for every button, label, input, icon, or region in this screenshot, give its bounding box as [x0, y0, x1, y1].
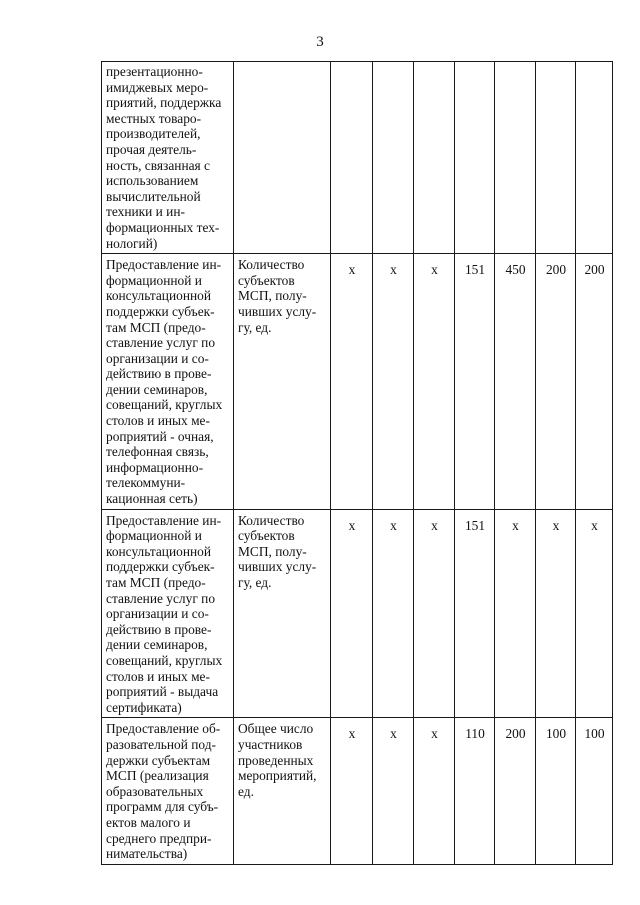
value-cell: х [373, 509, 414, 718]
value-cell [576, 62, 613, 254]
value-cell [331, 62, 373, 254]
value-cell: 200 [576, 254, 613, 510]
measure-name: Предоставление об- разовательной под- держки субъектам МСП (реализация образовательных программ для субъ- ектов малого и среднего предпри- нимательства) [102, 718, 234, 864]
value-cell: х [414, 718, 455, 864]
measure-name: Предоставление ин- формационной и консультационной поддержки субъек- там МСП (предо- ставление услуг по организации и со- действию в прове- дении семинаров, совещаний, круглых столов и иных ме- роприятий - очная, телефонная связь, информационно- телекоммуни- кационная сеть) [102, 254, 234, 510]
value-cell: 151 [455, 509, 495, 718]
value-cell: 200 [495, 718, 536, 864]
value-cell: 450 [495, 254, 536, 510]
value-cell: х [495, 509, 536, 718]
page-number: 3 [316, 34, 324, 50]
table-row [102, 718, 613, 864]
table-row [102, 509, 613, 718]
value-cell: х [373, 254, 414, 510]
value-cell [414, 62, 455, 254]
table-row [102, 62, 613, 254]
value-cell: х [414, 254, 455, 510]
value-cell [373, 62, 414, 254]
indicator-name: Количество субъектов МСП, полу- чивших услу- гу, ед. [234, 509, 331, 718]
indicator-name [234, 62, 331, 254]
program-indicators-table [101, 61, 613, 865]
value-cell: х [373, 718, 414, 864]
table-row [102, 254, 613, 510]
value-cell: х [414, 509, 455, 718]
value-cell [495, 62, 536, 254]
value-cell: 100 [536, 718, 576, 864]
measure-name: презентационно- имиджевых меро- приятий, поддержка местных товаро- производителей, прочая деятель- ность, связанная с использованием вычислительной техники и ин- формационных тех- нологий) [102, 62, 234, 254]
value-cell: х [331, 254, 373, 510]
value-cell: х [536, 509, 576, 718]
measure-name: Предоставление ин- формационной и консультационной поддержки субъек- там МСП (предо- ставление услуг по организации и со- действию в прове- дении семинаров, совещаний, круглых столов и иных ме- роприятий - выдача сертификата) [102, 509, 234, 718]
value-cell [455, 62, 495, 254]
value-cell: 200 [536, 254, 576, 510]
value-cell: х [331, 718, 373, 864]
value-cell: х [576, 509, 613, 718]
indicator-name: Общее число участников проведенных мероприятий, ед. [234, 718, 331, 864]
value-cell: 151 [455, 254, 495, 510]
value-cell: х [331, 509, 373, 718]
value-cell: 110 [455, 718, 495, 864]
indicator-name: Количество субъектов МСП, полу- чивших услу- гу, ед. [234, 254, 331, 510]
value-cell: 100 [576, 718, 613, 864]
value-cell [536, 62, 576, 254]
